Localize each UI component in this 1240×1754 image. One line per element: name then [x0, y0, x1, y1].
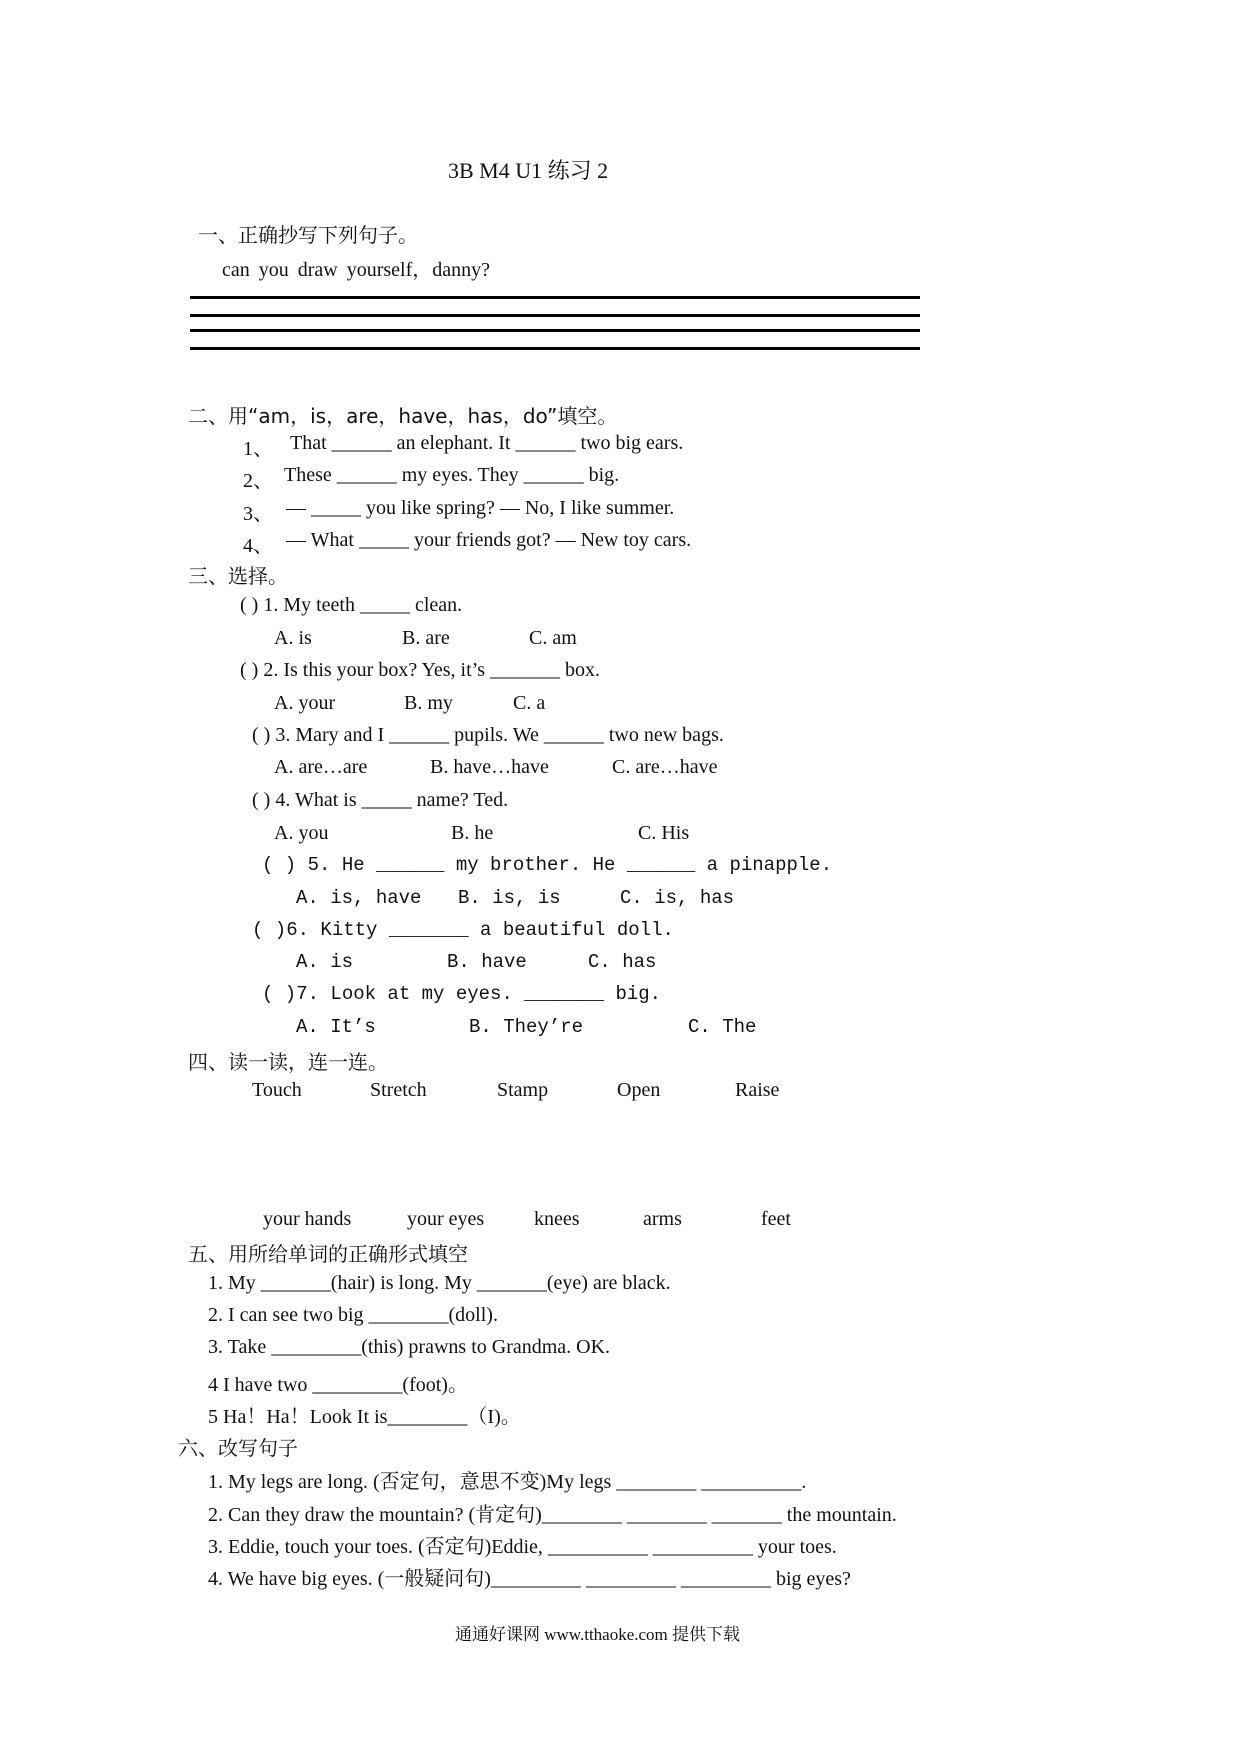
word-form-item: 4 I have two _________(foot)。	[208, 1374, 468, 1396]
choice-option-b: B. have…have	[430, 756, 549, 778]
fill-item: These ______ my eyes. They ______ big.	[284, 464, 620, 486]
writing-line	[190, 347, 920, 350]
writing-line	[190, 314, 920, 317]
choice-question: ( )7. Look at my eyes. _______ big.	[262, 983, 662, 1005]
choice-option-c: C. The	[688, 1016, 757, 1038]
match-verb: Raise	[735, 1079, 780, 1101]
section-3-heading: 三、选择。	[188, 564, 288, 588]
word-form-item: 5 Ha！Ha！Look It is________（I)。	[208, 1406, 521, 1428]
choice-option-b: B. is, is	[458, 887, 561, 909]
word-form-item: 3. Take _________(this) prawns to Grandma. OK.	[208, 1336, 611, 1358]
choice-question: ( ) 4. What is _____ name? Ted.	[252, 789, 509, 811]
choice-option-c: C. His	[638, 822, 690, 844]
choice-option-c: C. am	[529, 627, 577, 649]
fill-item: — _____ you like spring? — No, I like summer.	[286, 497, 675, 519]
choice-option-a: A. are…are	[274, 756, 368, 778]
section-4-heading: 四、读一读，连一连。	[188, 1050, 388, 1074]
section-5-heading: 五、用所给单词的正确形式填空	[188, 1242, 468, 1266]
choice-option-b: B. my	[404, 692, 453, 714]
choice-question: ( ) 1. My teeth _____ clean.	[240, 594, 463, 616]
writing-line	[190, 296, 920, 299]
match-noun: your hands	[263, 1208, 352, 1230]
choice-question: ( ) 3. Mary and I ______ pupils. We ______ two new bags.	[252, 724, 724, 746]
choice-option-a: A. you	[274, 822, 329, 844]
choice-option-c: C. are…have	[612, 756, 718, 778]
choice-option-b: B. They’re	[469, 1016, 584, 1038]
choice-question: ( ) 2. Is this your box? Yes, it’s _______ box.	[240, 659, 601, 681]
section-2-heading: 二、用“am，is，are，have，has，do”填空。	[188, 404, 618, 428]
rewrite-item: 1. My legs are long. (否定句，意思不变)My legs ________ __________.	[208, 1471, 807, 1493]
choice-option-a: A. It’s	[296, 1016, 376, 1038]
word-form-item: 1. My _______(hair) is long. My _______(eye) are black.	[208, 1272, 671, 1294]
fill-item-number: 4、	[243, 535, 273, 557]
rewrite-item: 2. Can they draw the mountain? (肯定句)________ ________ _______ the mountain.	[208, 1504, 897, 1526]
match-noun: knees	[534, 1208, 580, 1230]
choice-question: ( ) 5. He ______ my brother. He ______ a pinapple.	[262, 854, 833, 876]
fill-item-number: 2、	[243, 470, 273, 492]
fill-item-number: 1、	[243, 438, 273, 460]
match-verb: Stretch	[370, 1079, 427, 1101]
choice-option-c: C. has	[588, 951, 657, 973]
section-1-heading: 一、正确抄写下列句子。	[198, 223, 418, 247]
choice-option-b: B. have	[447, 951, 527, 973]
page-title: 3B M4 U1 练习 2	[448, 158, 609, 183]
rewrite-item: 3. Eddie, touch your toes. (否定句)Eddie, __________ __________ your toes.	[208, 1536, 837, 1558]
section-6-heading: 六、改写句子	[178, 1436, 298, 1460]
match-noun: feet	[761, 1208, 791, 1230]
choice-option-a: A. your	[274, 692, 336, 714]
footer-credit: 通通好课网 www.tthaoke.com 提供下载	[455, 1625, 741, 1644]
choice-option-a: A. is	[274, 627, 312, 649]
choice-option-b: B. are	[402, 627, 450, 649]
word-form-item: 2. I can see two big ________(doll).	[208, 1304, 498, 1326]
writing-line	[190, 329, 920, 332]
match-noun: your eyes	[407, 1208, 485, 1230]
match-verb: Open	[617, 1079, 661, 1101]
copy-sentence: can you draw yourself，danny?	[222, 259, 491, 281]
choice-option-a: A. is, have	[296, 887, 422, 909]
choice-question: ( )6. Kitty _______ a beautiful doll.	[252, 919, 674, 941]
rewrite-item: 4. We have big eyes. (一般疑问句)_________ _________ _________ big eyes?	[208, 1568, 851, 1590]
choice-option-b: B. he	[451, 822, 494, 844]
fill-item: That ______ an elephant. It ______ two big ears.	[290, 432, 684, 454]
choice-option-c: C. a	[513, 692, 546, 714]
match-verb: Stamp	[497, 1079, 549, 1101]
match-noun: arms	[643, 1208, 682, 1230]
fill-item: — What _____ your friends got? — New toy cars.	[286, 529, 692, 551]
choice-option-a: A. is	[296, 951, 354, 973]
fill-item-number: 3、	[243, 503, 273, 525]
choice-option-c: C. is, has	[620, 887, 735, 909]
match-verb: Touch	[252, 1079, 302, 1101]
